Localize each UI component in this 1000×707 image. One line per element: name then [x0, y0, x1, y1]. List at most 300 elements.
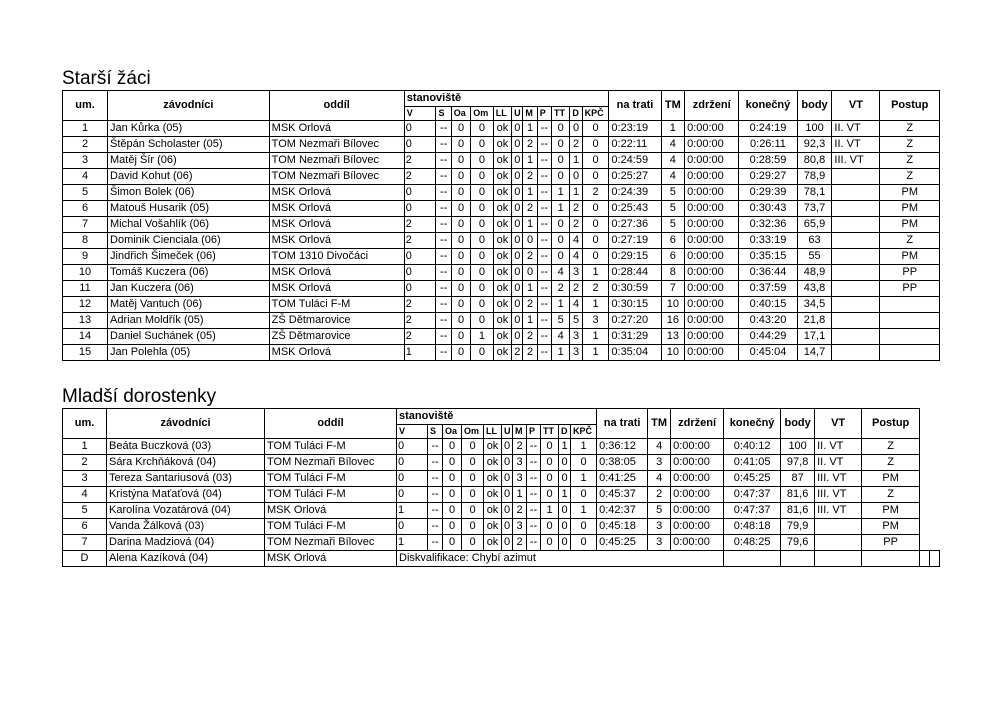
- cell-body: 55: [797, 249, 832, 265]
- cell-vt: [832, 185, 880, 201]
- col-subheader: D: [570, 107, 582, 121]
- table-row: [63, 439, 940, 455]
- cell-station: 0: [502, 487, 513, 503]
- cell-tm: 5: [661, 201, 685, 217]
- col-subheader: U: [512, 107, 523, 121]
- cell-konecny: 0:24:19: [739, 121, 797, 137]
- cell-station: 1: [571, 471, 597, 487]
- cell-postup: PM: [862, 519, 920, 535]
- cell-station: 0: [512, 313, 523, 329]
- cell-station: 5: [552, 313, 570, 329]
- cell-body: 79,9: [781, 519, 815, 535]
- cell-station: 0: [502, 519, 513, 535]
- cell-body: 17,1: [797, 329, 832, 345]
- cell-station: 0: [451, 281, 470, 297]
- cell-station: --: [527, 519, 541, 535]
- cell-station: 0: [404, 185, 436, 201]
- table-row: [63, 169, 940, 185]
- col-header-vt: VT: [832, 91, 880, 121]
- cell-station: 0: [570, 121, 582, 137]
- cell-station: 0: [552, 169, 570, 185]
- cell-station: 0: [523, 233, 537, 249]
- cell-konecny: 0:28:59: [739, 153, 797, 169]
- cell-tm: 10: [661, 297, 685, 313]
- cell-station: ok: [493, 265, 511, 281]
- cell-station: 0: [462, 487, 484, 503]
- cell-vt: III. VT: [815, 487, 862, 503]
- cell-vt: [832, 297, 880, 313]
- cell-vt: III. VT: [815, 503, 862, 519]
- cell-station: --: [436, 297, 451, 313]
- cell-vt: [815, 519, 862, 535]
- section-starsi-zaci: [62, 68, 940, 361]
- table-row: [63, 265, 940, 281]
- cell-vt: [832, 265, 880, 281]
- col-header-um: um.: [63, 91, 108, 121]
- cell-station: 0: [404, 265, 436, 281]
- cell-um: 14: [63, 329, 108, 345]
- cell-station: --: [436, 217, 451, 233]
- cell-body: 78,9: [797, 169, 832, 185]
- cell-konecny: 0:40:12: [724, 439, 781, 455]
- cell-um: 9: [63, 249, 108, 265]
- col-subheader: LL: [493, 107, 511, 121]
- cell-station: 1: [582, 345, 609, 361]
- cell-station: 2: [404, 313, 436, 329]
- cell-station: 1: [552, 185, 570, 201]
- cell-na-trati: 0:27:36: [609, 217, 661, 233]
- cell-name: Matěj Vantuch (06): [108, 297, 270, 313]
- cell-station: ok: [484, 487, 502, 503]
- cell-station: 0: [512, 201, 523, 217]
- cell-konecny: 0:29:27: [739, 169, 797, 185]
- cell-station: 0: [502, 439, 513, 455]
- col-header-postup: Postup: [880, 91, 940, 121]
- cell-station: 0: [512, 297, 523, 313]
- cell-name: Alena Kazíková (04): [107, 551, 265, 567]
- cell-station: 0: [523, 265, 537, 281]
- cell-station: 0: [451, 345, 470, 361]
- cell-na-trati: 0:31:29: [609, 329, 661, 345]
- cell-body: 14,7: [797, 345, 832, 361]
- cell-station: 2: [523, 137, 537, 153]
- cell-postup: PP: [880, 281, 940, 297]
- cell-vt: III. VT: [832, 153, 880, 169]
- cell-club: ZŠ Dětmarovice: [269, 329, 404, 345]
- cell-station: 1: [582, 297, 609, 313]
- table-row: [63, 297, 940, 313]
- cell-station: 1: [552, 345, 570, 361]
- cell-station: 3: [570, 329, 582, 345]
- cell-postup: [880, 297, 940, 313]
- cell-zdrzeni: 0:00:00: [671, 471, 724, 487]
- cell-station: 0: [559, 455, 571, 471]
- cell-zdrzeni: 0:00:00: [685, 185, 739, 201]
- cell-station: 0: [571, 455, 597, 471]
- cell-station: 0: [471, 201, 494, 217]
- cell-station: ok: [493, 345, 511, 361]
- cell-station: 3: [513, 471, 527, 487]
- cell-station: 2: [523, 345, 537, 361]
- cell-station: 0: [502, 471, 513, 487]
- cell-club: TOM Tuláci F-M: [265, 439, 397, 455]
- col-subheader: KPČ: [571, 425, 597, 439]
- cell-vt: III. VT: [815, 471, 862, 487]
- cell-station: 1: [404, 345, 436, 361]
- cell-station: 0: [443, 439, 462, 455]
- cell-station: 2: [552, 281, 570, 297]
- cell-station: --: [537, 137, 551, 153]
- cell-name: Jan Kůrka (05): [108, 121, 270, 137]
- cell-zdrzeni: 0:00:00: [685, 201, 739, 217]
- cell-body: 78,1: [797, 185, 832, 201]
- cell-club: TOM Nezmaři Bílovec: [269, 137, 404, 153]
- cell-station: 0: [559, 535, 571, 551]
- cell-konecny: 0:48:18: [724, 519, 781, 535]
- col-header-stanoviste: stanoviště: [404, 91, 609, 107]
- cell-konecny: 0:37:59: [739, 281, 797, 297]
- cell-station: 0: [451, 313, 470, 329]
- cell-station: 0: [404, 201, 436, 217]
- table-row: [63, 503, 940, 519]
- cell-station: --: [527, 439, 541, 455]
- cell-station: 0: [512, 185, 523, 201]
- cell-station: 0: [502, 535, 513, 551]
- cell-station: 0: [451, 217, 470, 233]
- cell-postup: Z: [880, 137, 940, 153]
- cell-station: 3: [570, 345, 582, 361]
- cell-station: --: [428, 487, 443, 503]
- cell-um: 1: [63, 439, 107, 455]
- cell-station: ok: [493, 185, 511, 201]
- cell-na-trati: 0:38:05: [597, 455, 648, 471]
- cell-station: 0: [451, 265, 470, 281]
- cell-na-trati: 0:45:25: [597, 535, 648, 551]
- cell-station: 0: [397, 471, 428, 487]
- cell-station: 2: [404, 217, 436, 233]
- col-subheader: S: [436, 107, 451, 121]
- col-header-na-trati: na trati: [609, 91, 661, 121]
- cell-station: 0: [502, 455, 513, 471]
- cell-club: MSK Orlová: [269, 233, 404, 249]
- cell-station: 0: [451, 233, 470, 249]
- cell-postup: PM: [880, 201, 940, 217]
- cell-station: 0: [552, 249, 570, 265]
- cell-station: --: [436, 153, 451, 169]
- cell-station: 0: [471, 217, 494, 233]
- cell-zdrzeni: 0:00:00: [685, 153, 739, 169]
- cell-station: --: [436, 313, 451, 329]
- table-row: [63, 471, 940, 487]
- section-mladsi-dorostenky: [62, 386, 940, 567]
- cell-station: --: [436, 345, 451, 361]
- cell-konecny: 0:29:39: [739, 185, 797, 201]
- cell-station: 0: [462, 439, 484, 455]
- table-row: [63, 313, 940, 329]
- cell-station: 0: [471, 297, 494, 313]
- cell-club: ZŠ Dětmarovice: [269, 313, 404, 329]
- cell-body: 65,9: [797, 217, 832, 233]
- table-row: [63, 201, 940, 217]
- cell-station: 0: [541, 455, 559, 471]
- cell-station: 0: [443, 503, 462, 519]
- cell-station: 0: [397, 455, 428, 471]
- header-row: [63, 91, 940, 107]
- cell-na-trati: 0:22:11: [609, 137, 661, 153]
- cell-club: TOM Nezmaři Bílovec: [269, 169, 404, 185]
- cell-station: --: [436, 281, 451, 297]
- cell-station: 0: [582, 153, 609, 169]
- col-header-zavodnici: závodníci: [108, 91, 270, 121]
- cell-club: MSK Orlová: [265, 503, 397, 519]
- cell-um: 2: [63, 455, 107, 471]
- cell-club: MSK Orlová: [269, 217, 404, 233]
- cell-station: 2: [513, 535, 527, 551]
- cell-name: Tereza Santariusová (03): [107, 471, 265, 487]
- cell-station: 0: [541, 519, 559, 535]
- cell-tm: 4: [648, 439, 671, 455]
- cell-na-trati: 0:24:59: [609, 153, 661, 169]
- cell-station: 0: [559, 519, 571, 535]
- cell-body: 43,8: [797, 281, 832, 297]
- cell-konecny: 0:40:15: [739, 297, 797, 313]
- col-header-zdrzeni: zdržení: [685, 91, 739, 121]
- cell-station: 0: [471, 345, 494, 361]
- col-header-na-trati: na trati: [597, 409, 648, 439]
- cell-station: 0: [541, 471, 559, 487]
- cell-station: --: [537, 121, 551, 137]
- col-subheader: Oa: [443, 425, 462, 439]
- col-header-postup: Postup: [862, 409, 920, 439]
- cell-station: ok: [493, 297, 511, 313]
- cell-tm: 6: [661, 249, 685, 265]
- cell-station: 1: [523, 313, 537, 329]
- cell-tm: 5: [661, 217, 685, 233]
- cell-tm: 13: [661, 329, 685, 345]
- cell-vt: [920, 551, 930, 567]
- col-subheader: U: [502, 425, 513, 439]
- col-subheader: D: [559, 425, 571, 439]
- cell-station: 0: [443, 487, 462, 503]
- section-title: Starší žáci: [62, 68, 151, 89]
- cell-station: --: [537, 249, 551, 265]
- cell-station: --: [436, 329, 451, 345]
- cell-na-trati: 0:30:59: [609, 281, 661, 297]
- cell-station: --: [428, 503, 443, 519]
- cell-station: ok: [484, 455, 502, 471]
- cell-vt: [832, 201, 880, 217]
- cell-station: --: [537, 345, 551, 361]
- cell-body: 81,6: [781, 487, 815, 503]
- cell-na-trati: 0:41:25: [597, 471, 648, 487]
- cell-station: 0: [471, 153, 494, 169]
- col-header-oddil: oddíl: [265, 409, 397, 439]
- cell-station: 0: [512, 121, 523, 137]
- cell-postup: PM: [862, 471, 920, 487]
- cell-station: --: [527, 471, 541, 487]
- cell-postup: PP: [862, 535, 920, 551]
- cell-station: 0: [541, 439, 559, 455]
- cell-na-trati: 0:25:43: [609, 201, 661, 217]
- cell-um: 10: [63, 265, 108, 281]
- cell-station: ok: [484, 535, 502, 551]
- cell-station: 0: [512, 249, 523, 265]
- table-row: [63, 345, 940, 361]
- cell-station: --: [527, 535, 541, 551]
- cell-body: 81,6: [781, 503, 815, 519]
- cell-station: 0: [451, 153, 470, 169]
- col-subheader: TT: [541, 425, 559, 439]
- cell-station: 0: [582, 121, 609, 137]
- cell-um: 15: [63, 345, 108, 361]
- cell-station: ok: [484, 503, 502, 519]
- cell-name: Tomáš Kuczera (06): [108, 265, 270, 281]
- cell-station: 0: [512, 329, 523, 345]
- cell-um: 6: [63, 201, 108, 217]
- cell-station: 1: [541, 503, 559, 519]
- cell-zdrzeni: 0:00:00: [685, 217, 739, 233]
- cell-station: --: [537, 169, 551, 185]
- cell-station: 2: [523, 329, 537, 345]
- col-subheader: Oa: [451, 107, 470, 121]
- cell-station: ok: [493, 121, 511, 137]
- cell-station: 0: [471, 281, 494, 297]
- cell-tm: 5: [661, 185, 685, 201]
- cell-club: TOM Tuláci F-M: [269, 297, 404, 313]
- cell-station: --: [537, 201, 551, 217]
- cell-station: 0: [559, 503, 571, 519]
- cell-um: 4: [63, 169, 108, 185]
- cell-na-trati: 0:29:15: [609, 249, 661, 265]
- cell-tm: 3: [648, 519, 671, 535]
- cell-na-trati: 0:36:12: [597, 439, 648, 455]
- cell-station: --: [436, 169, 451, 185]
- cell-na-trati: 0:27:20: [609, 313, 661, 329]
- cell-station: 2: [582, 281, 609, 297]
- cell-konecny: 0:43:20: [739, 313, 797, 329]
- cell-disqualification: Diskvalifikace: Chybí azimut: [397, 551, 724, 567]
- cell-body: 92,3: [797, 137, 832, 153]
- table-row: [63, 249, 940, 265]
- cell-body: 79,6: [781, 535, 815, 551]
- cell-zdrzeni: 0:00:00: [671, 503, 724, 519]
- cell-name: Jan Kuczera (06): [108, 281, 270, 297]
- cell-station: --: [436, 249, 451, 265]
- cell-station: ok: [493, 201, 511, 217]
- cell-station: 0: [512, 153, 523, 169]
- cell-postup: PM: [880, 217, 940, 233]
- cell-station: --: [537, 217, 551, 233]
- col-header-konecny: konečný: [724, 409, 781, 439]
- cell-station: 4: [570, 233, 582, 249]
- cell-club: TOM Tuláci F-M: [265, 471, 397, 487]
- cell-station: ok: [493, 233, 511, 249]
- cell-station: 4: [552, 329, 570, 345]
- cell-postup: [880, 329, 940, 345]
- cell-postup: [880, 313, 940, 329]
- cell-station: 0: [502, 503, 513, 519]
- col-header-zdrzeni: zdržení: [671, 409, 724, 439]
- cell-station: 0: [443, 519, 462, 535]
- cell-zdrzeni: 0:00:00: [685, 137, 739, 153]
- cell-station: 1: [471, 329, 494, 345]
- cell-vt: [832, 233, 880, 249]
- cell-tm: 4: [661, 153, 685, 169]
- col-subheader: TT: [552, 107, 570, 121]
- col-header-body: body: [797, 91, 832, 121]
- cell-station: 1: [571, 439, 597, 455]
- cell-station: 4: [570, 297, 582, 313]
- cell-tm: 16: [661, 313, 685, 329]
- results-table: [62, 408, 940, 567]
- cell-station: --: [428, 471, 443, 487]
- cell-station: 0: [512, 217, 523, 233]
- cell-body: [862, 551, 920, 567]
- cell-postup: PM: [880, 249, 940, 265]
- table-row: [63, 185, 940, 201]
- cell-station: 0: [443, 455, 462, 471]
- cell-station: 1: [582, 329, 609, 345]
- col-subheader: KPČ: [582, 107, 609, 121]
- cell-name: Jan Polehla (05): [108, 345, 270, 361]
- cell-station: 0: [404, 281, 436, 297]
- cell-station: 0: [471, 265, 494, 281]
- cell-station: 1: [570, 153, 582, 169]
- cell-station: ok: [484, 439, 502, 455]
- col-header-tm: TM: [661, 91, 685, 121]
- col-subheader: V: [397, 425, 428, 439]
- col-header-um: um.: [63, 409, 107, 439]
- cell-tm: 7: [661, 281, 685, 297]
- cell-station: 2: [570, 217, 582, 233]
- cell-station: 3: [513, 519, 527, 535]
- cell-club: MSK Orlová: [269, 185, 404, 201]
- cell-station: 1: [513, 487, 527, 503]
- cell-postup: Z: [880, 233, 940, 249]
- cell-station: 0: [582, 137, 609, 153]
- cell-konecny: 0:48:25: [724, 535, 781, 551]
- cell-vt: II. VT: [815, 439, 862, 455]
- cell-tm: 4: [648, 471, 671, 487]
- cell-station: 0: [571, 487, 597, 503]
- cell-station: ok: [493, 153, 511, 169]
- cell-zdrzeni: 0:00:00: [671, 519, 724, 535]
- cell-station: 0: [541, 535, 559, 551]
- cell-station: 1: [523, 185, 537, 201]
- cell-station: --: [527, 487, 541, 503]
- cell-station: --: [537, 329, 551, 345]
- cell-name: Šimon Bolek (06): [108, 185, 270, 201]
- cell-name: Kristýna Maťaťová (04): [107, 487, 265, 503]
- col-header-zavodnici: závodníci: [107, 409, 265, 439]
- cell-station: 1: [552, 201, 570, 217]
- cell-tm: [724, 551, 781, 567]
- cell-na-trati: 0:24:39: [609, 185, 661, 201]
- cell-tm: 4: [661, 169, 685, 185]
- col-subheader: LL: [484, 425, 502, 439]
- cell-station: 5: [570, 313, 582, 329]
- cell-station: 1: [571, 503, 597, 519]
- cell-station: 1: [523, 217, 537, 233]
- cell-konecny: 0:32:36: [739, 217, 797, 233]
- cell-station: 1: [570, 185, 582, 201]
- cell-station: 4: [552, 265, 570, 281]
- col-subheader: M: [513, 425, 527, 439]
- table-row: [63, 153, 940, 169]
- cell-station: 0: [571, 519, 597, 535]
- cell-name: Sára Krchňáková (04): [107, 455, 265, 471]
- table-row: [63, 455, 940, 471]
